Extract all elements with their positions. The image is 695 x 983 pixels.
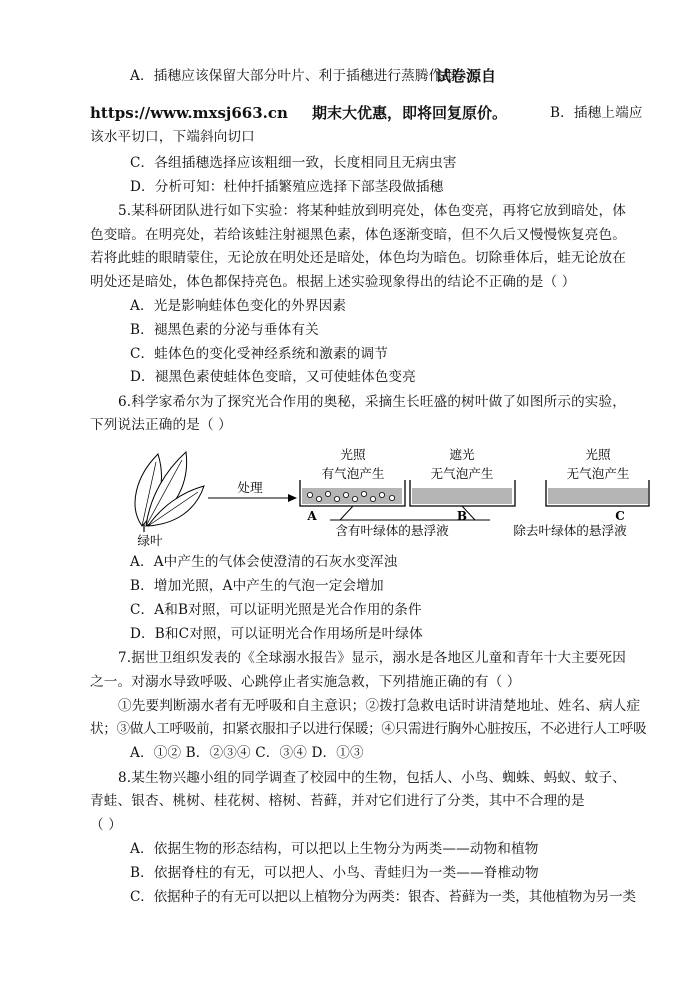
q6-option-c: C．A和B对照，可以证明光照是光合作用的条件 (130, 602, 422, 618)
q6-option-d: D．B和C对照，可以证明光合作用场所是叶绿体 (130, 626, 423, 642)
q8-stem-3: （ ） (90, 817, 122, 833)
container-b-light-label: 遮光 (449, 447, 475, 462)
ad-url-link[interactable]: https://www.mxsj663.cn (90, 104, 288, 122)
q8-stem-2: 青蛙、银杏、桃树、桂花树、榕树、苔藓，并对它们进行了分类，其中不合理的是 (90, 793, 585, 809)
q7-stem-2: 之一。对溺水导致呼吸、心跳停止者实施急救，下列措施正确的有（ ） (90, 674, 521, 690)
q7-stem-3: ①先要判断溺水者有无呼吸和自主意识；②拨打急救电话时讲清楚地址、姓名、病人症 (118, 698, 641, 714)
q4-option-d: D．分析可知：杜仲扦插繁殖应选择下部茎段做插穗 (130, 179, 444, 195)
container-a-tag: A (307, 509, 317, 523)
container-b (410, 480, 515, 506)
q8-option-b: B．依据脊柱的有无，可以把人、小鸟、青蛙归为一类——脊椎动物 (130, 865, 539, 881)
c-suspension-note: 除去叶绿体的悬浮液 (513, 523, 627, 538)
q7-stem-1: 7.据世卫组织发表的《全球溺水报告》显示，溺水是各地区儿童和青年十大主要死因 (118, 650, 627, 666)
container-c (546, 480, 649, 506)
q5-option-a: A．光是影响蛙体色变化的外界因素 (130, 298, 347, 314)
green-leaves-icon (135, 452, 204, 532)
leaf-label: 绿叶 (137, 533, 163, 548)
q6-option-b: B．增加光照，A中产生的气泡一定会增加 (130, 578, 384, 594)
photosynthesis-experiment-diagram (120, 440, 650, 550)
container-a-state-label: 有气泡产生 (321, 466, 385, 481)
q7-stem-4: 状；③做人工呼吸前，扣紧衣服扣子以进行保暖；④只需进行胸外心脏按压，不必进行人工呼吸 (90, 721, 647, 737)
q5-option-b: B．褪黑色素的分泌与垂体有关 (130, 322, 319, 338)
container-b-tag: B (456, 509, 468, 523)
process-label: 处理 (237, 480, 263, 495)
q7-options: A．①② B．②③④ C．③④ D．①③ (130, 745, 364, 761)
q8-stem-1: 8.某生物兴趣小组的同学调查了校园中的生物，包括人、小鸟、蜘蛛、蚂蚁、蚊子、 (118, 770, 627, 786)
q6-stem-2: 下列说法正确的是（ ） (90, 417, 232, 433)
ad-text-1: 试卷源自 (436, 67, 497, 85)
container-c-light-label: 光照 (585, 447, 611, 462)
container-c-state-label: 无气泡产生 (566, 466, 630, 481)
container-b-state-label: 无气泡产生 (430, 466, 494, 481)
q5-stem-1: 5.某科研团队进行如下实验：将某种蛙放到明亮处，体色变亮，再将它放到暗处，体 (118, 203, 627, 219)
q5-stem-4: 明处还是暗处，体色都保持亮色。根据上述实验现象得出的结论不正确的是（ ） (90, 274, 576, 290)
container-c-tag: C (615, 509, 625, 523)
ad-text-2: 期末大优惠，即将回复原价。 (312, 104, 508, 122)
q6-option-a: A．A中产生的气体会使澄清的石灰水变浑浊 (130, 554, 398, 570)
container-a-light-label: 光照 (340, 447, 366, 462)
q8-option-c: C．依据种子的有无可以把以上植物分为两类：银杏、苔藓为一类，其他植物为另一类 (130, 889, 636, 905)
q4-option-b-tail: 该水平切口，下端斜向切口 (90, 129, 255, 145)
container-a (300, 480, 405, 506)
q5-option-d: D．褪黑色素使蛙体色变暗，又可使蛙体色变亮 (130, 369, 416, 385)
ab-suspension-note: 含有叶绿体的悬浮液 (335, 523, 449, 538)
q4-option-c: C．各组插穗选择应该粗细一致，长度相同且无病虫害 (130, 155, 457, 171)
q4-option-b-head: B．插穗上端应 (550, 105, 643, 121)
q4-option-a: A．插穗应该保留大部分叶片、利于插穗进行蒸腾作用 (130, 68, 457, 84)
q8-option-a: A．依据生物的形态结构，可以把以上生物分为两类——动物和植物 (130, 841, 539, 857)
q5-stem-3: 若将此蛙的眼睛蒙住，无论放在明处还是暗处，体色均为暗色。切除垂体后，蛙无论放在 (90, 250, 627, 266)
q5-option-c: C．蛙体色的变化受神经系统和激素的调节 (130, 346, 388, 362)
process-arrow-icon (208, 494, 297, 502)
q6-stem-1: 6.科学家希尔为了探究光合作用的奥秘，采摘生长旺盛的树叶做了如图所示的实验， (118, 394, 627, 410)
q5-stem-2: 色变暗。在明亮处，若给该蛙注射褪黑色素，体色逐渐变暗，但不久后又慢慢恢复亮色。 (90, 227, 627, 243)
